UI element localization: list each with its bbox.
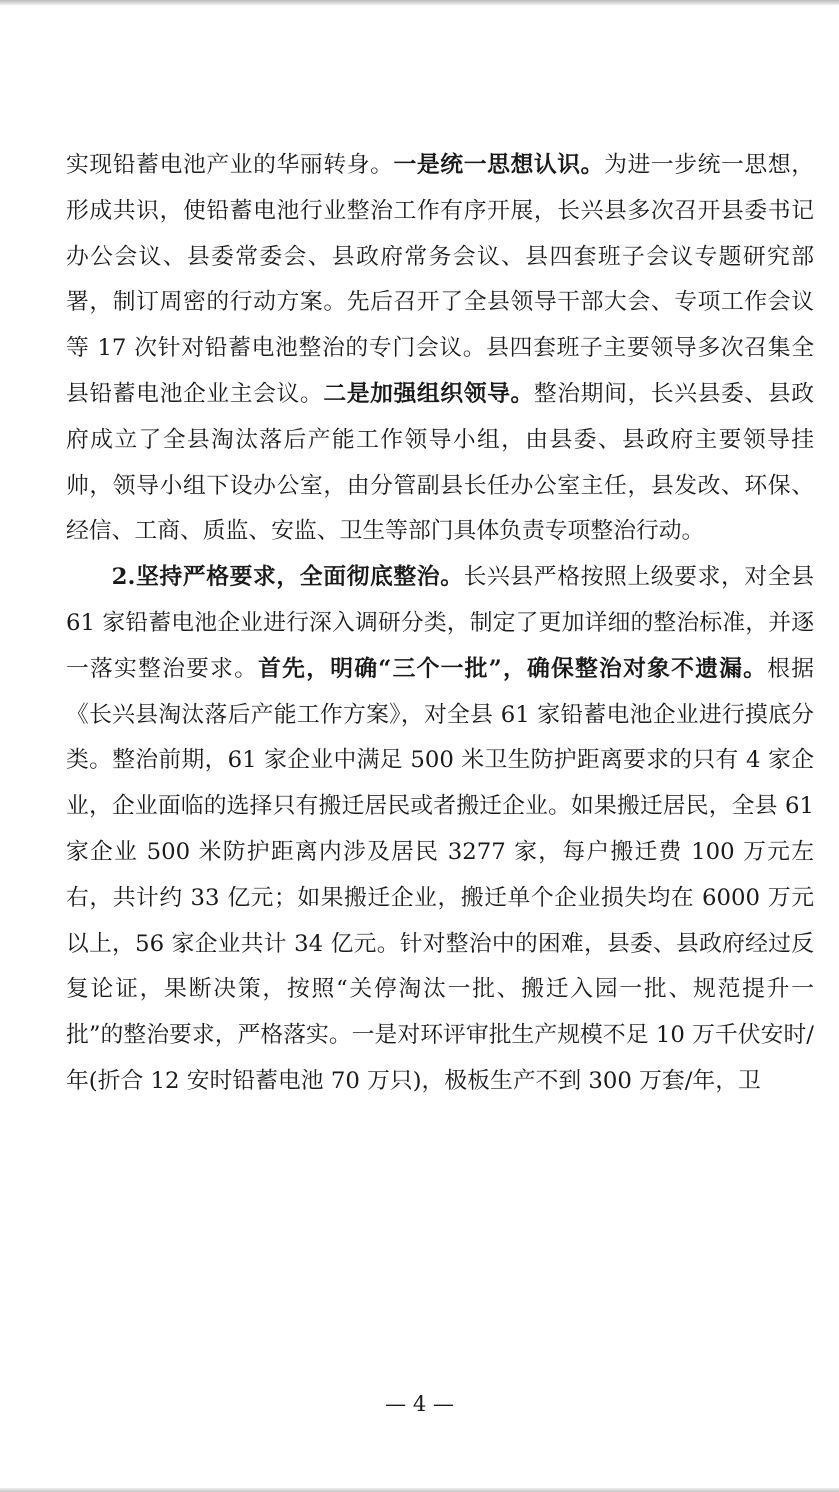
heading-unify-thinking: 一是统一思想认识。 [393,152,605,178]
paragraph-2 [66,555,814,1105]
heading-strengthen-leadership: 二是加强组织领导。 [323,380,534,407]
heading-three-batches: 首先，明确“三个一批”，确保整治对象不遗漏。 [258,655,768,682]
scan-bottom-edge [0,1488,839,1492]
scan-top-edge [0,0,839,5]
page-number: — 4 — [385,1392,454,1416]
paragraph-2-text: 长兴县严格按照上级要求，对全县 61 家铅蓄电池企业进行深入调研分类，制定了更加详细的整治标准，并逐一落实整治要求。 [66,564,814,682]
paragraph-1-text: 为进一步统一思想，形成共识，使铅蓄电池行业整治工作有序开展，长兴县多次召开县委书记办公会议、县委常委会、县政府常务会议、县四套班子会议专题研究部署，制订周密的行动方案。先后召开了全县领导干部大会、专项工作会议等 17 次针对铅蓄电池整治的专门会议。县四套班子主要领导多次召集全县铅蓄电池企业主会议。 [66,152,815,407]
heading-strict-requirements: 2.坚持严格要求，全面彻底整治。 [111,564,464,591]
paragraph-2-text: 根据《长兴县淘汰落后产能工作方案》，对全县 61 家铅蓄电池企业进行摸底分类。整治前期，61 家企业中满足 500 米卫生防护距离要求的只有 4 家企业，企业面临的选择只有搬迁居民或者搬迁企业。如果搬迁居民，全县 61 家企业 500 米防护距离内涉及居民 3277 家，每户搬迁费 100 万元左右，共计约 33 亿元；如果搬迁企业，搬迁单个企业损失均在 6000 万元以上，56 家企业共计 34 亿元。针对整治中的困难，县委、县政府经过反复论证，果断决策，按照“关停淘汰一批、搬迁入园一批、规范提升一批”的整治要求，严格落实。一是对环评审批生产规模不足 10 万千伏安时/年(折合 12 安时铅蓄电池 70 万只)，极板生产不到 300 万套/年，卫 [66,655,815,1094]
paragraph-1-text: 整治期间，长兴县委、县政府成立了全县淘汰落后产能工作领导小组，由县委、县政府主要领导挂帅，领导小组下设办公室，由分管副县长任办公室主任，县发改、环保、经信、工商、质监、安监、卫生等部门具体负责专项整治行动。 [66,380,815,545]
paragraph-1 [66,143,814,555]
document-body [66,143,814,1105]
paragraph-1-text: 实现铅蓄电池产业的华丽转身。 [66,152,394,178]
